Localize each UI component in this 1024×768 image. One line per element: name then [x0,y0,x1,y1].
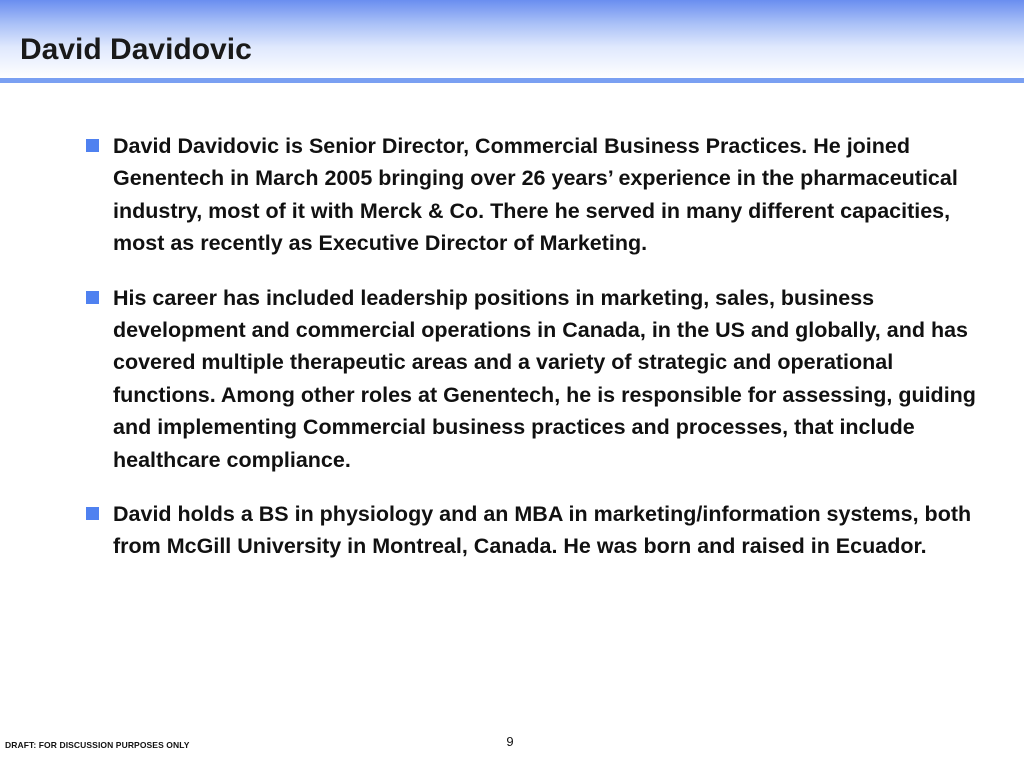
bullet-item [86,282,986,476]
title-underline [0,78,1024,83]
bullet-text: David Davidovic is Senior Director, Commercial Business Practices. He joined Genentech in March 2005 bringing over 26 years’ experience in the pharmaceutical industry, most of it with Merck & Co. There he served in many different capacities, most as recently as Executive Director of Marketing. [113,134,958,256]
bullet-text: His career has included leadership positions in marketing, sales, business development and commercial operations in Canada, in the US and globally, and has covered multiple therapeutic areas and a variety of strategic and operational functions. Among other roles at Genentech, he is responsible for assessing, guiding and implementing Commercial business practices and processes, that include healthcare compliance. [113,285,976,472]
square-bullet-icon [86,291,99,304]
bullet-item [86,498,986,563]
slide-title: David Davidovic [20,33,252,66]
square-bullet-icon [86,139,99,152]
bullet-item [86,130,986,260]
draft-footer-note: DRAFT: FOR DISCUSSION PURPOSES ONLY [5,740,190,750]
bullet-list [86,130,986,585]
page-number: 9 [506,734,514,749]
bullet-text: David holds a BS in physiology and an MBA in marketing/information systems, both from McGill University in Montreal, Canada. He was born and raised in Ecuador. [113,502,972,559]
square-bullet-icon [86,507,99,520]
